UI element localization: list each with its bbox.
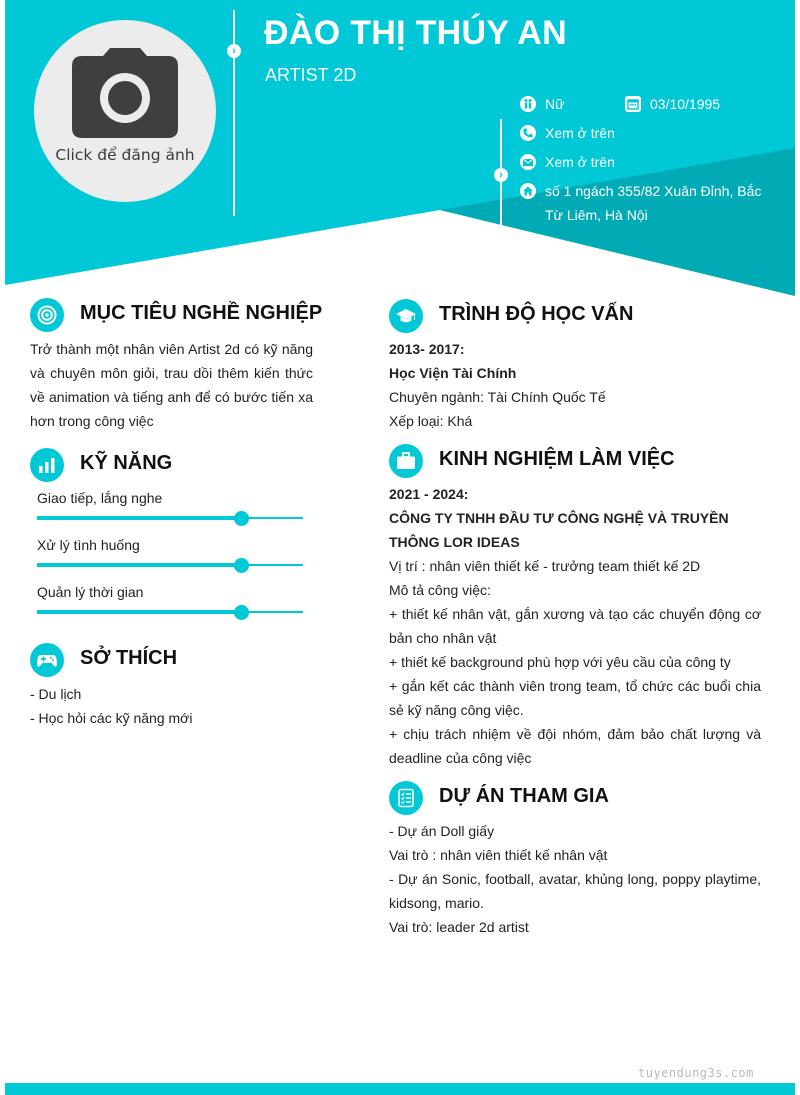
briefcase-icon <box>389 444 423 478</box>
skill-label: Giao tiếp, lắng nghe <box>37 490 163 506</box>
section-hobbies-header <box>30 643 230 677</box>
skill-slider-handle[interactable] <box>234 511 249 526</box>
skill-item[interactable] <box>37 584 303 624</box>
skill-fill <box>37 516 242 521</box>
phone-icon <box>520 125 536 141</box>
education-school[interactable]: Học Viện Tài Chính <box>389 365 517 381</box>
section-experience-header <box>389 444 719 478</box>
email-field[interactable]: Xem ở trên <box>520 150 720 174</box>
section-objective-header <box>30 298 350 332</box>
job-title[interactable]: ARTIST 2D <box>265 65 357 85</box>
chevron-right-icon: › <box>227 44 241 58</box>
chevron-right-icon: › <box>494 168 508 182</box>
full-name[interactable]: ĐÀO THỊ THÚY AN <box>264 14 567 52</box>
target-icon <box>30 298 64 332</box>
calendar-icon <box>625 96 641 112</box>
objective-text[interactable]: Trở thành một nhân viên Artist 2d có kỹ năng và chuyên môn giỏi, trau dồi thêm kiến thức về animation và tiếng anh để có bước tiến xa hơn trong công việc <box>30 341 313 429</box>
project-line[interactable]: - Dự án Sonic, football, avatar, khủng long, poppy playtime, kidsong, mario. <box>389 871 761 911</box>
section-title[interactable]: DỰ ÁN THAM GIA <box>439 785 609 807</box>
experience-duty[interactable]: + chịu trách nhiệm về đội nhóm, đảm bảo chất lượng và deadline của công việc <box>389 726 761 766</box>
education-major[interactable]: Chuyên ngành: Tài Chính Quốc Tế <box>389 389 606 405</box>
education-period[interactable]: 2013- 2017: <box>389 341 465 357</box>
section-projects-header <box>389 781 689 815</box>
experience-desc-label[interactable]: Mô tả công việc: <box>389 582 491 598</box>
hobby-item[interactable]: - Du lịch <box>30 686 82 702</box>
skill-fill <box>37 610 242 615</box>
section-skills-header <box>30 448 230 482</box>
section-title[interactable]: SỞ THÍCH <box>80 647 178 669</box>
experience-duty[interactable]: + gắn kết các thành viên trong team, tổ chức các buổi chia sẻ kỹ năng công việc. <box>389 678 761 718</box>
skill-label: Xử lý tình huống <box>37 537 140 553</box>
profile-photo-upload[interactable] <box>34 20 216 202</box>
gender-field[interactable]: Nữ <box>520 92 620 116</box>
timeline-line <box>233 10 235 216</box>
section-title[interactable]: TRÌNH ĐỘ HỌC VẤN <box>439 303 634 325</box>
home-icon <box>520 183 536 199</box>
footer-bar <box>5 1083 795 1095</box>
project-line[interactable]: Vai trò: leader 2d artist <box>389 919 529 935</box>
gamepad-icon <box>30 643 64 677</box>
section-title[interactable]: KỸ NĂNG <box>80 452 173 474</box>
experience-position[interactable]: Vị trí : nhân viên thiết kế - trưởng team thiết kế 2D <box>389 558 701 574</box>
skill-item[interactable] <box>37 537 303 577</box>
section-title[interactable]: MỤC TIÊU NGHỀ NGHIỆP <box>80 302 323 324</box>
address-field[interactable]: số 1 ngách 355/82 Xuân Đỉnh, Bắc Từ Liêm, Hà Nội <box>520 179 770 229</box>
skill-label: Quản lý thời gian <box>37 584 144 600</box>
section-title[interactable]: KINH NGHIỆM LÀM VIỆC <box>439 448 675 470</box>
experience-period[interactable]: 2021 - 2024: <box>389 486 469 502</box>
skill-fill <box>37 563 242 568</box>
phone-field[interactable]: Xem ở trên <box>520 121 720 145</box>
hobby-item[interactable]: - Học hỏi các kỹ năng mới <box>30 710 193 726</box>
gender-icon <box>520 96 536 112</box>
project-line[interactable]: - Dự án Doll giấy <box>389 823 495 839</box>
experience-duty[interactable]: + thiết kế nhân vật, gắn xương và tạo các chuyển động cơ bản cho nhân vật <box>389 606 761 646</box>
dob-field[interactable]: 03/10/1995 <box>625 92 775 116</box>
bar-chart-icon <box>30 448 64 482</box>
skill-slider-handle[interactable] <box>234 558 249 573</box>
skill-slider-handle[interactable] <box>234 605 249 620</box>
education-grade[interactable]: Xếp loại: Khá <box>389 413 473 429</box>
skill-item[interactable] <box>37 490 303 530</box>
email-icon <box>520 154 536 170</box>
camera-icon <box>70 46 180 141</box>
project-line[interactable]: Vai trò : nhân viên thiết kế nhân vật <box>389 847 608 863</box>
graduation-cap-icon <box>389 299 423 333</box>
checklist-icon <box>389 781 423 815</box>
experience-duty[interactable]: + thiết kế background phù hợp với yêu cầu của công ty <box>389 654 731 670</box>
section-education-header <box>389 299 689 333</box>
watermark: tuyendung3s.com <box>638 1066 754 1080</box>
experience-company[interactable]: CÔNG TY TNHH ĐẦU TƯ CÔNG NGHỆ VÀ TRUYỀN THÔNG LOR IDEAS <box>389 510 729 550</box>
photo-caption: Click để đăng ảnh <box>55 146 195 164</box>
